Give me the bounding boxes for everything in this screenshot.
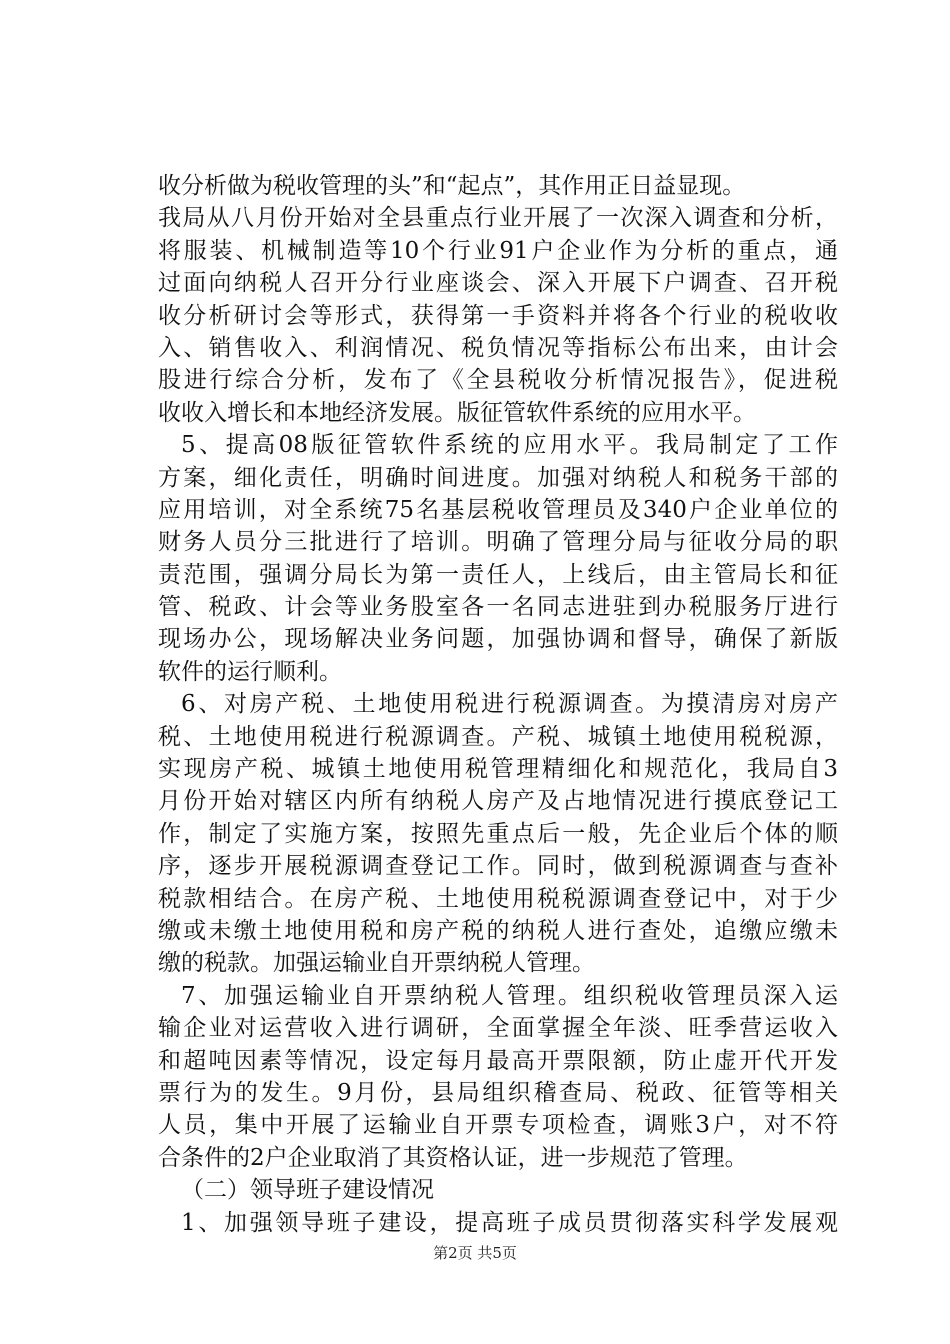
text-line-content: 人员，集中开展了运输业自开票专项检查，调账3户，对不符 xyxy=(158,1112,838,1139)
text-line-content: 责范围，强调分局长为第一责任人，上线后，由主管局长和征 xyxy=(158,561,838,588)
text-line xyxy=(158,850,838,882)
text-line xyxy=(158,1109,838,1141)
text-line-content: 管、税政、计会等业务股室各一名同志进驻到办税服务厅进行 xyxy=(158,594,838,621)
text-line xyxy=(158,1207,838,1239)
text-line xyxy=(158,623,838,655)
text-line-content: 5、提高08版征管软件系统的应用水平。我局制定了工作 xyxy=(181,432,838,459)
text-line xyxy=(158,1174,838,1206)
text-line-content: 软件的运行顺利。 xyxy=(158,658,342,685)
text-line xyxy=(158,591,838,623)
text-line xyxy=(158,235,838,267)
text-line xyxy=(158,656,838,688)
text-line-content: 月份开始对辖区内所有纳税人房产及占地情况进行摸底登记工 xyxy=(158,788,838,815)
document-body xyxy=(158,170,838,1239)
text-line xyxy=(158,462,838,494)
text-line-content: 缴或未缴土地使用税和房产税的纳税人进行查处，追缴应缴未 xyxy=(158,917,838,944)
text-line-content: 方案，细化责任，明确时间进度。加强对纳税人和税务干部的 xyxy=(158,464,838,491)
text-line-content: 入、销售收入、利润情况、税负情况等指标公布出来，由计会 xyxy=(158,334,838,361)
text-line xyxy=(158,1142,838,1174)
text-line-content: 收收入增长和本地经济发展。版征管软件系统的应用水平。 xyxy=(158,399,756,426)
text-line xyxy=(158,753,838,785)
text-line xyxy=(158,170,838,202)
text-line xyxy=(158,559,838,591)
text-line xyxy=(158,785,838,817)
text-line-content: 序，逐步开展税源调查登记工作。同时，做到税源调查与查补 xyxy=(158,853,838,880)
text-line xyxy=(158,494,838,526)
text-line xyxy=(158,1077,838,1109)
text-line xyxy=(158,526,838,558)
text-line xyxy=(158,688,838,720)
text-line-content: 缴的税款。加强运输业自开票纳税人管理。 xyxy=(158,950,595,977)
text-line xyxy=(158,364,838,396)
text-line xyxy=(158,397,838,429)
text-line-content: 和超吨因素等情况，设定每月最高开票限额，防止虚开代开发 xyxy=(158,1047,838,1074)
text-line xyxy=(158,915,838,947)
text-line xyxy=(158,300,838,332)
text-line-content: 6、对房产税、土地使用税进行税源调查。为摸清房对房产 xyxy=(181,691,838,718)
text-line xyxy=(158,721,838,753)
text-line-content: 1、加强领导班子建设，提高班子成员贯彻落实科学发展观 xyxy=(181,1209,838,1236)
text-line-content: 税、土地使用税进行税源调查。产税、城镇土地使用税税源， xyxy=(158,723,838,750)
text-line-content: 现场办公，现场解决业务问题，加强协调和督导，确保了新版 xyxy=(158,626,838,653)
text-line-content: 财务人员分三批进行了培训。明确了管理分局与征收分局的职 xyxy=(158,529,838,556)
text-line xyxy=(158,1012,838,1044)
text-line-content: 作，制定了实施方案，按照先重点后一般，先企业后个体的顺 xyxy=(158,820,838,847)
text-line-content: 7、加强运输业自开票纳税人管理。组织税收管理员深入运 xyxy=(181,982,838,1009)
text-line-content: 输企业对运营收入进行调研，全面掌握全年淡、旺季营运收入 xyxy=(158,1015,838,1042)
text-line-content: 税款相结合。在房产税、土地使用税税源调查登记中，对于少 xyxy=(158,885,838,912)
text-line-content: 收分析研讨会等形式，获得第一手资料并将各个行业的税收收 xyxy=(158,302,838,329)
text-line-content: 实现房产税、城镇土地使用税管理精细化和规范化，我局自3 xyxy=(158,756,838,783)
text-line xyxy=(158,947,838,979)
text-line-content: 票行为的发生。9月份，县局组织稽查局、税政、征管等相关 xyxy=(158,1079,838,1106)
text-line-content: 收分析做为税收管理的头”和“起点”，其作用正日益显现。 xyxy=(158,173,746,199)
text-line xyxy=(158,883,838,915)
text-line-content: 我局从八月份开始对全县重点行业开展了一次深入调查和分析， xyxy=(158,205,838,232)
text-line xyxy=(158,1045,838,1077)
text-line-content: 合条件的2户企业取消了其资格认证，进一步规范了管理。 xyxy=(158,1144,748,1171)
text-line-content: 股进行综合分析，发布了《全县税收分析情况报告》，促进税 xyxy=(158,367,838,394)
text-line xyxy=(158,267,838,299)
text-line xyxy=(158,429,838,461)
text-line xyxy=(158,980,838,1012)
text-line-content: 应用培训，对全系统75名基层税收管理员及340户企业单位的 xyxy=(158,496,838,523)
text-line xyxy=(158,332,838,364)
text-line xyxy=(158,202,838,234)
page-footer: 第2页 共5页 xyxy=(433,1244,517,1262)
text-line-content: 过面向纳税人召开分行业座谈会、深入开展下户调查、召开税 xyxy=(158,270,838,297)
text-line-content: （二）领导班子建设情况 xyxy=(181,1177,434,1204)
text-line xyxy=(158,818,838,850)
text-line-content: 将服装、机械制造等10个行业91户企业作为分析的重点，通 xyxy=(158,237,838,264)
